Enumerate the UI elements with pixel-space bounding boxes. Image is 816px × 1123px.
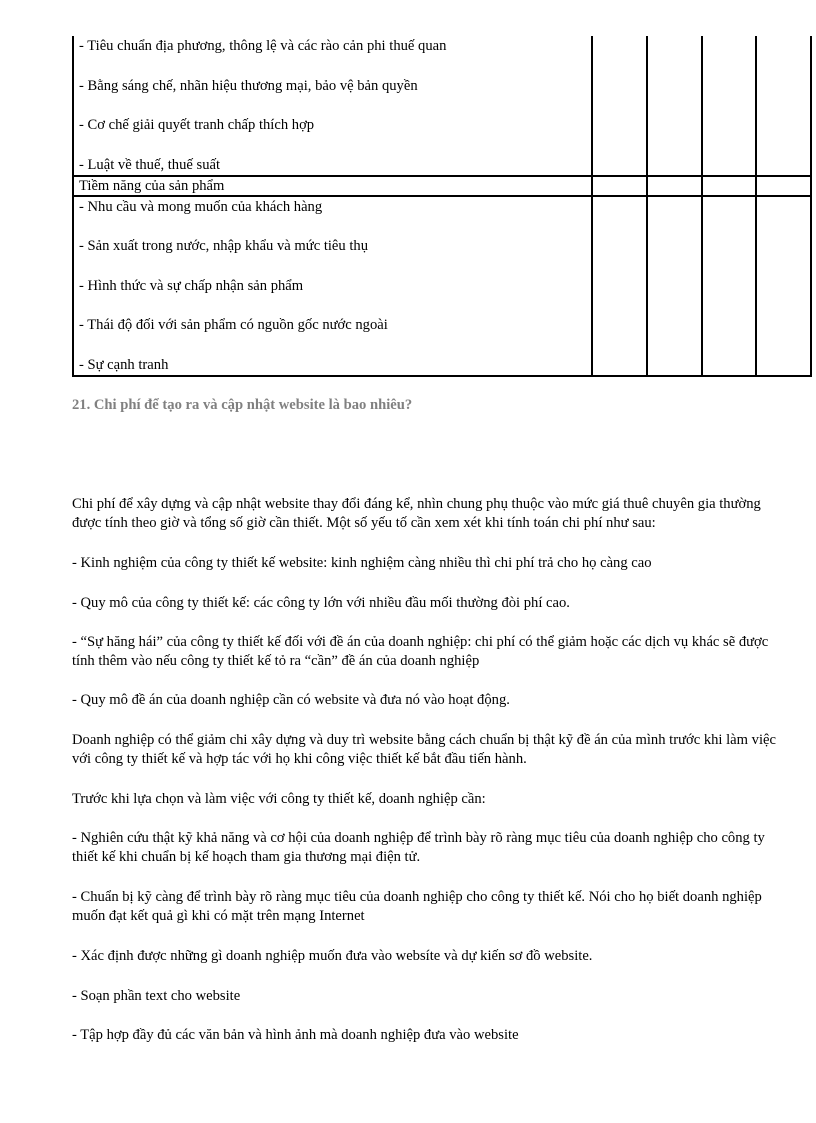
potential-item: - Sự cạnh tranh: [79, 356, 169, 373]
potential-heading-cell: [73, 176, 592, 196]
potential-item: - Nhu cầu và mong muốn của khách hàng: [79, 198, 323, 215]
potential-items-cell: [73, 196, 592, 376]
legal-items-cell: [73, 36, 592, 176]
potential-heading: Tiềm năng của sản phẩm: [79, 177, 225, 194]
paragraph: - Quy mô của công ty thiết kế: các công ty lớn với nhiều đầu mối thường đòi phí cao.: [72, 595, 570, 611]
paragraph: Trước khi lựa chọn và làm việc với công ty thiết kế, doanh nghiệp cần:: [72, 791, 486, 807]
legal-item: - Luật về thuế, thuế suất: [79, 156, 221, 173]
paragraph: - Soạn phần text cho website: [72, 988, 241, 1004]
potential-item: - Hình thức và sự chấp nhận sản phẩm: [79, 277, 304, 294]
paragraph: - Kinh nghiệm của công ty thiết kế website: kinh nghiệm càng nhiều thì chi phí trả cho họ càng cao: [72, 555, 652, 571]
legal-item: - Tiêu chuẩn địa phương, thông lệ và các rào cản phi thuế quan: [79, 38, 447, 54]
paragraph: - Tập hợp đầy đủ các văn bản và hình ảnh mà doanh nghiệp đưa vào website: [72, 1027, 519, 1043]
paragraph: - Quy mô đề án của doanh nghiệp cần có website và đưa nó vào hoạt động.: [72, 692, 510, 708]
table-cell: [702, 36, 757, 176]
table-row-potential: [73, 196, 811, 376]
legal-item: - Cơ chế giải quyết tranh chấp thích hợp: [79, 117, 315, 133]
table-cell: [592, 36, 647, 176]
table-cell: [756, 196, 811, 376]
paragraph: - Nghiên cứu thật kỹ khả năng và cơ hội của doanh nghiệp để trình bày rõ ràng mục tiêu của doanh nghiệp cho công ty thiết kế khi chuẩn bị kế hoạch tham gia thương mại điện tử.: [72, 830, 765, 865]
paragraph: Doanh nghiệp có thể giảm chi xây dựng và duy trì website bằng cách chuẩn bị thật kỹ đề án của mình trước khi làm việc với công ty thiết kế và hợp tác với họ khi công việc thiết kế bắt đầu tiến hành.: [72, 732, 776, 767]
table-cell: [756, 36, 811, 176]
table-cell: [702, 196, 757, 376]
table-row-potential-heading: [73, 176, 811, 196]
potential-item: - Sản xuất trong nước, nhập khẩu và mức tiêu thụ: [79, 238, 368, 254]
table-cell: [702, 176, 757, 196]
paragraph: - Chuẩn bị kỹ càng để trình bày rõ ràng mục tiêu của doanh nghiệp cho công ty thiết kế. Nói cho họ biết doanh nghiệp muốn đạt kết quả gì khi có mặt trên mạng Internet: [72, 889, 762, 924]
potential-item: - Thái độ đối với sản phẩm có nguồn gốc nước ngoài: [79, 317, 388, 333]
table-cell: [592, 196, 647, 376]
table-row-legal: [73, 36, 811, 176]
section-heading: 21. Chi phí để tạo ra và cập nhật website là bao nhiêu?: [72, 397, 413, 413]
paragraph: - Xác định được những gì doanh nghiệp muốn đưa vào websíte và dự kiến sơ đồ website.: [72, 948, 593, 964]
table-cell: [592, 176, 647, 196]
table-cell: [647, 36, 702, 176]
assessment-table: [72, 36, 812, 377]
paragraph: - “Sự hăng hái” của công ty thiết kế đối với đề án của doanh nghiệp: chi phí có thể giảm hoặc các dịch vụ khác sẽ được tính thêm vào nếu công ty thiết kế tỏ ra “cần” đề án của doanh nghiệp: [72, 634, 769, 669]
legal-item: - Bằng sáng chế, nhãn hiệu thương mại, bảo vệ bản quyền: [79, 77, 418, 94]
paragraph: Chi phí để xây dựng và cập nhật website thay đổi đáng kể, nhìn chung phụ thuộc vào mức giá thuê chuyên gia thường được tính theo giờ và tổng số giờ cần thiết. Một số yếu tố cần xem xét khi tính toán chi phí như sau:: [72, 496, 761, 531]
table-cell: [756, 176, 811, 196]
table-cell: [647, 176, 702, 196]
table-cell: [647, 196, 702, 376]
